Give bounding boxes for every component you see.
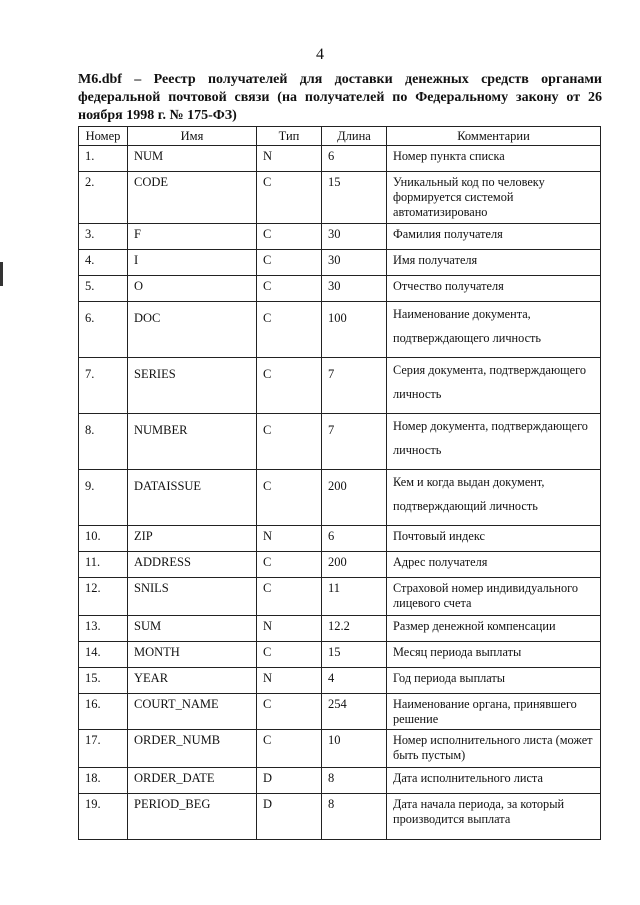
cell-field-name: DOC bbox=[128, 302, 257, 358]
cell-field-name: ADDRESS bbox=[128, 552, 257, 578]
cell-number: 9. bbox=[79, 470, 128, 526]
cell-comment: Месяц периода выплаты bbox=[387, 642, 601, 668]
cell-comment: Адрес получателя bbox=[387, 552, 601, 578]
scan-edge-mark bbox=[0, 262, 3, 286]
cell-number: 1. bbox=[79, 146, 128, 172]
table-row bbox=[79, 414, 601, 470]
page-number: 4 bbox=[316, 46, 324, 63]
cell-field-name: O bbox=[128, 276, 257, 302]
cell-field-length: 15 bbox=[322, 172, 387, 224]
cell-field-length: 10 bbox=[322, 730, 387, 768]
cell-number: 13. bbox=[79, 616, 128, 642]
cell-field-name: DATAISSUE bbox=[128, 470, 257, 526]
table-row bbox=[79, 794, 601, 840]
cell-field-name: F bbox=[128, 224, 257, 250]
table-row bbox=[79, 146, 601, 172]
cell-comment: Номер исполнительного листа (может быть пустым) bbox=[387, 730, 601, 768]
cell-field-length: 8 bbox=[322, 768, 387, 794]
cell-field-length: 200 bbox=[322, 470, 387, 526]
cell-field-name: NUMBER bbox=[128, 414, 257, 470]
cell-number: 4. bbox=[79, 250, 128, 276]
cell-comment: Дата начала периода, за который производится выплата bbox=[387, 794, 601, 840]
cell-comment: Уникальный код по человеку формируется системой автоматизировано bbox=[387, 172, 601, 224]
table-row bbox=[79, 358, 601, 414]
cell-comment: Размер денежной компенсации bbox=[387, 616, 601, 642]
cell-field-name: SERIES bbox=[128, 358, 257, 414]
cell-comment: Страховой номер индивидуального лицевого счета bbox=[387, 578, 601, 616]
cell-number: 14. bbox=[79, 642, 128, 668]
cell-field-type: C bbox=[257, 694, 322, 730]
cell-number: 2. bbox=[79, 172, 128, 224]
cell-comment: Отчество получателя bbox=[387, 276, 601, 302]
cell-field-type: D bbox=[257, 794, 322, 840]
cell-field-type: C bbox=[257, 358, 322, 414]
table-row bbox=[79, 668, 601, 694]
cell-field-length: 7 bbox=[322, 358, 387, 414]
cell-field-type: C bbox=[257, 250, 322, 276]
cell-field-name: ORDER_NUMB bbox=[128, 730, 257, 768]
cell-field-name: ZIP bbox=[128, 526, 257, 552]
fields-table bbox=[78, 126, 601, 840]
cell-field-length: 30 bbox=[322, 276, 387, 302]
cell-number: 19. bbox=[79, 794, 128, 840]
cell-number: 7. bbox=[79, 358, 128, 414]
cell-field-length: 6 bbox=[322, 146, 387, 172]
cell-field-length: 11 bbox=[322, 578, 387, 616]
table-row bbox=[79, 526, 601, 552]
table-body bbox=[79, 146, 601, 840]
cell-field-length: 7 bbox=[322, 414, 387, 470]
table-row bbox=[79, 250, 601, 276]
cell-field-type: C bbox=[257, 578, 322, 616]
cell-field-name: CODE bbox=[128, 172, 257, 224]
cell-field-type: C bbox=[257, 552, 322, 578]
table-header-row bbox=[79, 127, 601, 146]
cell-field-type: D bbox=[257, 768, 322, 794]
cell-field-length: 254 bbox=[322, 694, 387, 730]
cell-field-length: 100 bbox=[322, 302, 387, 358]
cell-comment: Номер пункта списка bbox=[387, 146, 601, 172]
table-row bbox=[79, 578, 601, 616]
cell-field-name: MONTH bbox=[128, 642, 257, 668]
cell-field-length: 30 bbox=[322, 224, 387, 250]
cell-field-length: 30 bbox=[322, 250, 387, 276]
cell-field-length: 12.2 bbox=[322, 616, 387, 642]
column-header-number: Номер bbox=[79, 127, 128, 146]
cell-comment: Наименование документа, подтверждающего личность bbox=[387, 302, 601, 358]
cell-field-type: N bbox=[257, 668, 322, 694]
cell-number: 10. bbox=[79, 526, 128, 552]
cell-comment: Дата исполнительного листа bbox=[387, 768, 601, 794]
cell-field-name: SNILS bbox=[128, 578, 257, 616]
cell-field-length: 4 bbox=[322, 668, 387, 694]
cell-field-length: 6 bbox=[322, 526, 387, 552]
cell-number: 17. bbox=[79, 730, 128, 768]
cell-number: 3. bbox=[79, 224, 128, 250]
cell-number: 15. bbox=[79, 668, 128, 694]
cell-field-length: 8 bbox=[322, 794, 387, 840]
cell-field-name: NUM bbox=[128, 146, 257, 172]
table-row bbox=[79, 172, 601, 224]
column-header-comments: Комментарии bbox=[387, 127, 601, 146]
cell-comment: Кем и когда выдан документ, подтверждающий личность bbox=[387, 470, 601, 526]
cell-field-name: I bbox=[128, 250, 257, 276]
table-row bbox=[79, 302, 601, 358]
table-row bbox=[79, 616, 601, 642]
cell-field-type: C bbox=[257, 414, 322, 470]
cell-comment: Имя получателя bbox=[387, 250, 601, 276]
table-row bbox=[79, 276, 601, 302]
column-header-length: Длина bbox=[322, 127, 387, 146]
cell-field-type: N bbox=[257, 616, 322, 642]
cell-comment: Год периода выплаты bbox=[387, 668, 601, 694]
cell-field-name: YEAR bbox=[128, 668, 257, 694]
cell-comment: Серия документа, подтверждающего личность bbox=[387, 358, 601, 414]
cell-field-type: C bbox=[257, 276, 322, 302]
cell-field-type: C bbox=[257, 642, 322, 668]
cell-comment: Почтовый индекс bbox=[387, 526, 601, 552]
cell-number: 11. bbox=[79, 552, 128, 578]
table-row bbox=[79, 768, 601, 794]
cell-number: 16. bbox=[79, 694, 128, 730]
cell-comment: Фамилия получателя bbox=[387, 224, 601, 250]
table-row bbox=[79, 552, 601, 578]
table-row bbox=[79, 224, 601, 250]
cell-field-type: N bbox=[257, 146, 322, 172]
cell-field-type: C bbox=[257, 470, 322, 526]
cell-number: 6. bbox=[79, 302, 128, 358]
cell-field-type: C bbox=[257, 302, 322, 358]
cell-field-name: ORDER_DATE bbox=[128, 768, 257, 794]
column-header-type: Тип bbox=[257, 127, 322, 146]
cell-number: 5. bbox=[79, 276, 128, 302]
cell-number: 12. bbox=[79, 578, 128, 616]
table-row bbox=[79, 730, 601, 768]
cell-field-name: COURT_NAME bbox=[128, 694, 257, 730]
cell-field-type: C bbox=[257, 172, 322, 224]
cell-number: 8. bbox=[79, 414, 128, 470]
cell-field-name: PERIOD_BEG bbox=[128, 794, 257, 840]
table-row bbox=[79, 694, 601, 730]
cell-field-name: SUM bbox=[128, 616, 257, 642]
table-row bbox=[79, 642, 601, 668]
document-heading: M6.dbf – Реестр получателей для доставки денежных средств органами федеральной почтовой связи (на получателей по Федеральному закону от 26 ноября 1998 г. № 175-ФЗ) bbox=[78, 72, 602, 123]
column-header-name: Имя bbox=[128, 127, 257, 146]
cell-comment: Номер документа, подтверждающего личность bbox=[387, 414, 601, 470]
cell-field-length: 200 bbox=[322, 552, 387, 578]
cell-field-type: C bbox=[257, 730, 322, 768]
cell-field-type: N bbox=[257, 526, 322, 552]
table-row bbox=[79, 470, 601, 526]
cell-field-length: 15 bbox=[322, 642, 387, 668]
cell-field-type: C bbox=[257, 224, 322, 250]
cell-number: 18. bbox=[79, 768, 128, 794]
cell-comment: Наименование органа, принявшего решение bbox=[387, 694, 601, 730]
